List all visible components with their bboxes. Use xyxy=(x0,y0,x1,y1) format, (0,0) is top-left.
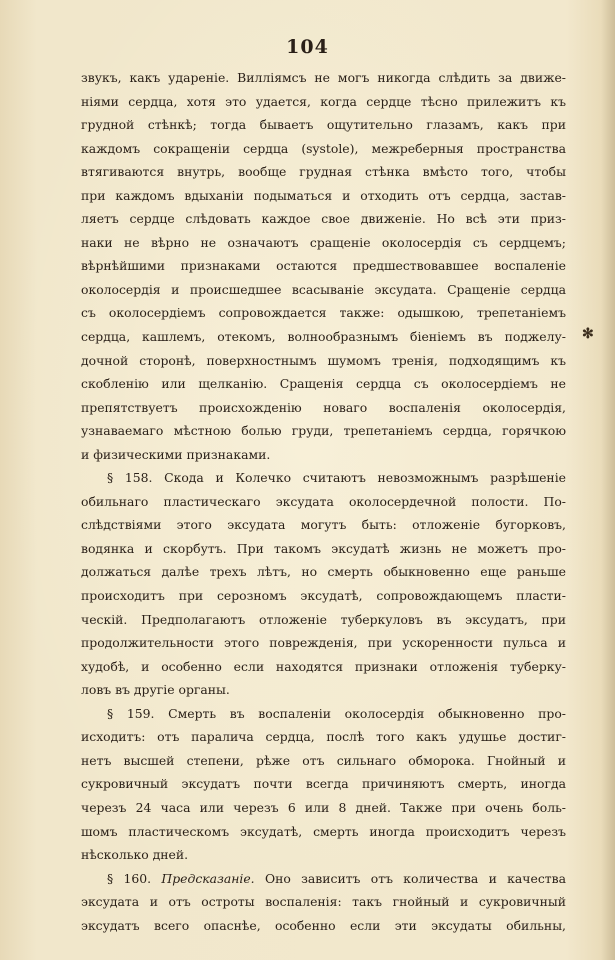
text-line: обильнаго пластическаго эксудата околосердечной полости. По- xyxy=(81,493,566,509)
section-160-first-line xyxy=(81,867,566,891)
text-line: вѣрнѣйшими признаками остаются предшествовавшее воспаленіе xyxy=(81,258,566,274)
text-line: грудной стѣнкѣ; тогда бываетъ ощутительно глазамъ, какъ при xyxy=(81,117,566,133)
text-line: водянка и скорбутъ. При такомъ эксудатѣ жизнь не можетъ про- xyxy=(81,540,566,556)
text-line: каждомъ сокращеніи сердца (systole), межреберныя пространства xyxy=(81,140,566,156)
text-line: сердца, кашлемъ, отекомъ, волнообразнымъ біеніемъ въ поджелу- xyxy=(81,329,566,345)
section-160-text: Оно зависитъ отъ количества и качества xyxy=(264,870,566,886)
text-line: нетъ высшей степени, рѣже отъ сильнаго обморока. Гнойный и xyxy=(81,752,566,768)
text-line: звукъ, какъ удареніе. Виллiямсъ не могъ никогда слѣдить за движе- xyxy=(81,70,566,85)
section-158-first-line: § 158. Скода и Колечко считаютъ невозможнымъ разрѣшеніе xyxy=(107,470,566,486)
margin-mark-icon: ✻ xyxy=(582,326,594,342)
section-159-first-line: § 159. Смерть въ воспаленіи околосердія обыкновенно про- xyxy=(107,705,566,721)
text-line: узнаваемаго мѣстною болью груди, трепетаніемъ сердца, горячкою xyxy=(81,423,566,439)
text-line: эксудатъ всего опаснѣе, особенно если эти эксудаты обильны, xyxy=(81,917,566,933)
text-line: препятствуетъ происхожденію новаго воспаленія околосердія, xyxy=(81,399,566,415)
text-line: ловъ въ другіе органы. xyxy=(81,682,230,698)
text-line: ческій. Предполагаютъ отложеніе туберкуловъ въ эксудатъ, при xyxy=(81,611,566,627)
text-line: должаться далѣе трехъ лѣтъ, но смерть обыкновенно еще раньше xyxy=(81,564,566,580)
page-number: 104 xyxy=(286,36,329,58)
text-line: сукровичный эксудатъ почти всегда причиняютъ смерть, иногда xyxy=(81,776,566,792)
text-line: слѣдствіями этого эксудата могутъ быть: отложеніе бугорковъ, xyxy=(81,517,566,533)
text-line: происходитъ при серозномъ эксудатѣ, сопровождающемъ пласти- xyxy=(81,588,566,604)
section-160-number: § 160. xyxy=(107,870,152,886)
text-line: ніями сердца, хотя это удается, когда сердце тѣсно прилежитъ къ xyxy=(81,93,566,109)
text-line: наки не вѣрно не означаютъ сращеніе околосердія съ сердцемъ; xyxy=(81,234,566,250)
text-line: втягиваются внутрь, вообще грудная стѣнка вмѣсто того, чтобы xyxy=(81,164,566,180)
body-text xyxy=(81,66,566,937)
text-line: исходитъ: отъ паралича сердца, послѣ того какъ удушье достиг- xyxy=(81,729,566,745)
section-160-term: Предсказаніе. xyxy=(161,870,255,886)
text-line: дочной сторонѣ, поверхностнымъ шумомъ тренія, подходящимъ къ xyxy=(81,352,566,368)
text-line: продолжительности этого поврежденія, при ускоренности пульса и xyxy=(81,635,566,651)
text-line: съ околосердіемъ сопровождается также: одышкою, трепетаніемъ xyxy=(81,305,566,321)
page-edge-shadow xyxy=(601,0,615,960)
text-line: эксудата и отъ остроты воспаленія: такъ гнойный и сукровичный xyxy=(81,894,566,910)
text-line: при каждомъ вдыханіи подыматься и отходить отъ сердца, застав- xyxy=(81,187,566,203)
text-line: шомъ пластическомъ эксудатѣ, смерть иногда происходитъ черезъ xyxy=(81,823,566,839)
text-line: околосердія и происшедшее всасываніе эксудата. Сращеніе сердца xyxy=(81,281,566,297)
text-line: нѣсколько дней. xyxy=(81,847,189,863)
text-line: черезъ 24 часа или черезъ 6 или 8 дней. Также при очень боль- xyxy=(81,799,566,815)
text-line: и физическими признаками. xyxy=(81,446,271,462)
text-line: ляетъ сердце слѣдовать каждое свое движеніе. Но всѣ эти приз- xyxy=(81,211,566,227)
text-line: скобленію или щелканію. Сращенія сердца съ околосердіемъ не xyxy=(81,376,566,392)
text-line: худобѣ, и особенно если находятся признаки отложенія туберку- xyxy=(81,658,566,674)
